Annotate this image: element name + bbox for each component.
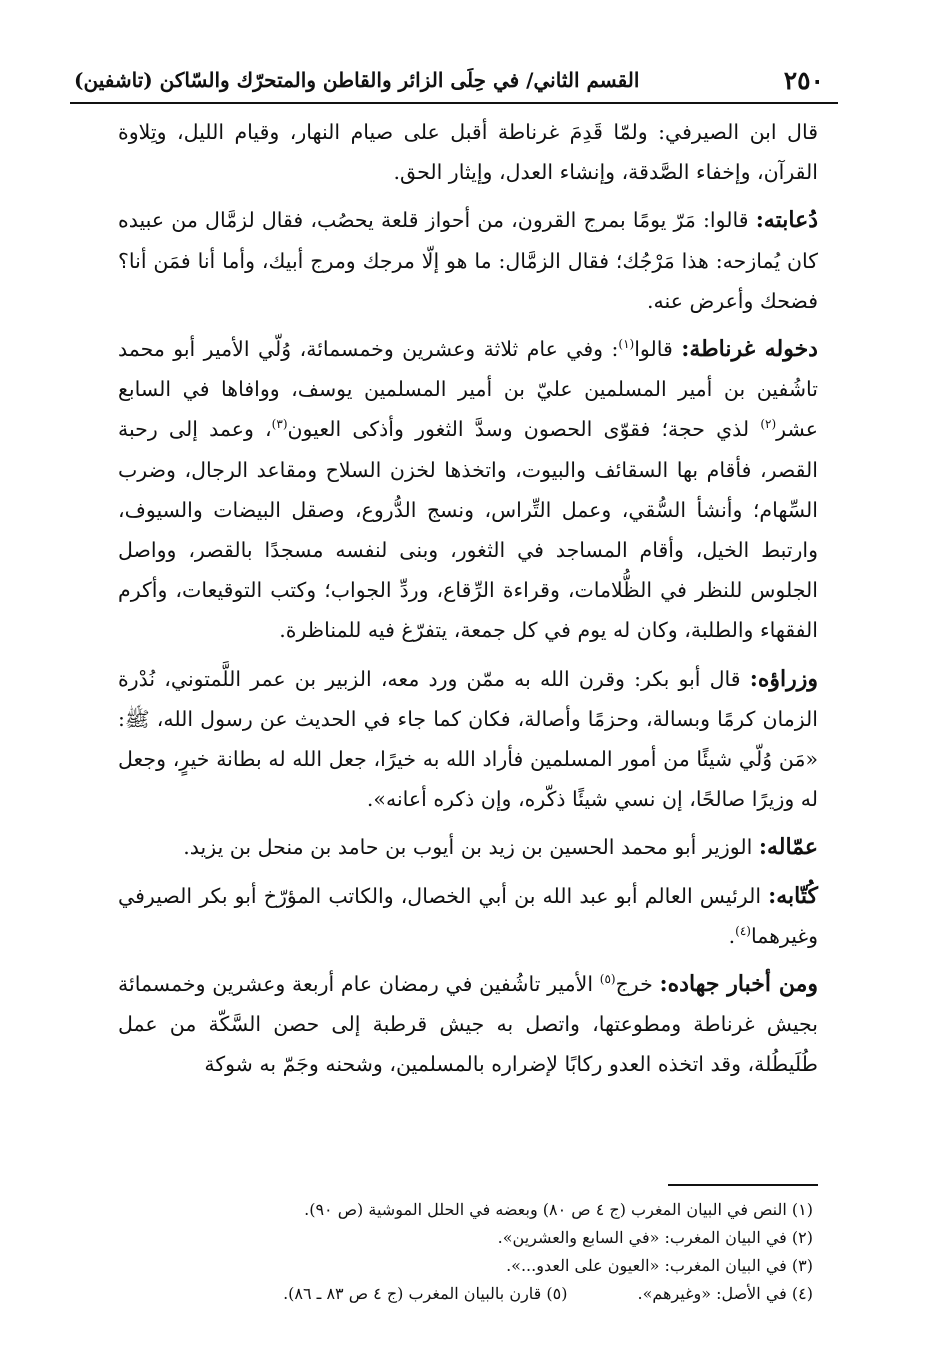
- paragraph-text: قالوا: مَرّ يومًا بمرج القرون، من أحواز قلعة يحصُب، فقال لزمَّال من عبيده كان يُمازحه: هذا مَرْجُك؛ فقال الزمَّال: ما هو إلّا مرجك ومرج أبيك، وأما أنا فمَن أنا؟ فضحك وأعرض عنه.: [118, 208, 818, 313]
- paragraph-text: قال ابن الصيرفي: ولمّا قَدِمَ غرناطة أقبل على صيام النهار، وقيام الليل، وتِلاوة القرآن، وإخفاء الصَّدقة، وإنشاء العدل، وإيثار الحق.: [118, 120, 818, 185]
- paragraph-text: الأمير تاشُفين في رمضان عام أربعة وعشرين وخمسمائة بجيش غرناطة ومطوعتها، واتصل به جيش قرطبة إلى حصن السَّكّة من عمل طُلَيطُلة، وقد اتخذه العدو ركابًا لإضراره بالمسلمين، وشحنه وجَمّ به شوكة: [118, 972, 818, 1077]
- paragraph-text: خرج: [615, 972, 660, 997]
- running-title: القسم الثاني/ في حِلَى الزائر والقاطن والمتحرّك والسّاكن (تاشفين): [74, 68, 640, 92]
- paragraph-scribes: [118, 876, 818, 956]
- paragraph-intro: [118, 112, 818, 192]
- footnote: [125, 1252, 813, 1280]
- footnote-ref[interactable]: (٤): [735, 924, 751, 939]
- paragraph-entry-granada: [118, 329, 818, 651]
- paragraph-text: .: [728, 923, 736, 948]
- footnote: [125, 1224, 813, 1252]
- paragraph-officials: [118, 827, 818, 867]
- footnote-ref[interactable]: (٣): [271, 417, 288, 432]
- main-text: [118, 112, 818, 1093]
- footnote-text: (١) النص في البيان المغرب (ج ٤ ص ٨٠) وبعضه في الحلل الموشية (ص ٩٠).: [304, 1200, 813, 1219]
- section-heading: عمّاله:: [758, 834, 818, 861]
- footnote-ref[interactable]: (١): [618, 337, 635, 352]
- footnote: [125, 1196, 813, 1224]
- footnote-text: (٥) قارن بالبيان المغرب (ج ٤ ص ٨٣ ـ ٨٦).: [283, 1284, 568, 1303]
- paragraph-text: قالوا: [634, 337, 682, 362]
- paragraph-humor: [118, 200, 818, 321]
- paragraph-text: ، وعمد إلى رحبة القصر، فأقام بها السقائف والبيوت، واتخذها لخزن السلاح ومقاعد الرجال، وضرب السِّهام؛ وأنشأ السُّقي، وعمل التِّراس، ونسج الدُّروع، وصقل البيضات والسيوف، وارتبط الخيل، وأقام المساجد في الثغور، وبنى لنفسه مسجدًا بالقصر، وواصل الجلوس للنظر في الظُّلامات، وقراءة الرِّقاع، وردِّ الجواب؛ وكتب التوقيعات، وأكرم الفقهاء والطلبة، وكان له يوم في كل جمعة، يتفرّغ فيه للمناظرة.: [118, 417, 818, 643]
- footnote-divider: [668, 1184, 818, 1186]
- footnotes: [125, 1196, 813, 1308]
- paragraph-ministers: [118, 659, 818, 820]
- section-heading: كُتّابه:: [768, 882, 818, 909]
- page-number: ٢٥٠: [783, 65, 824, 95]
- footnote-text: (٣) في البيان المغرب: «العيون على العدو...».: [506, 1256, 813, 1275]
- section-heading: دخوله غرناطة:: [681, 336, 818, 363]
- paragraph-jihad: [118, 964, 818, 1085]
- paragraph-text: الرئيس العالم أبو عبد الله بن أبي الخصال، والكاتب المؤرّخ أبو بكر الصيرفي وغيرهما: [118, 883, 818, 948]
- paragraph-text: قال أبو بكر: وقرن الله به ممّن ورد معه، الزبير بن عمر اللَّمتوني، نُدْرة الزمان كرمًا وبسالة، وحزمًا وأصالة، فكان كما جاء في الحديث عن رسول الله، ﷺ: «مَن وُلّي شيئًا من أمور المسلمين فأراد الله به خيرًا، جعل الله له بطانة خيرٍ، وجعل له وزيرًا صالحًا، إن نسي شيئًا ذكّره، وإن ذكره أعانه».: [118, 666, 818, 812]
- paragraph-text: الوزير أبو محمد الحسين بن زيد بن أيوب بن حامد بن منحل بن يزيد.: [183, 835, 759, 860]
- paragraph-text: لذي حجة؛ فقوّى الحصون وسدَّ الثغور وأذكى العيون: [287, 417, 761, 442]
- footnote-text: (٤) في الأصل: «وغيرهم».: [637, 1284, 813, 1303]
- running-header: [70, 58, 838, 104]
- footnote-ref[interactable]: (٢): [760, 417, 777, 432]
- footnote-text: (٢) في البيان المغرب: «في السابع والعشرين».: [497, 1228, 813, 1247]
- footnote-ref[interactable]: (٥): [599, 972, 616, 987]
- footnote: [125, 1280, 813, 1308]
- paragraph-text: : وفي عام ثلاثة وعشرين وخمسمائة، وُلّي الأمير أبو محمد تاشُفين بن أمير المسلمين عليّ بن أمير المسلمين يوسف، ووافاها في السابع عشر: [118, 337, 819, 442]
- section-heading: ومن أخبار جهاده:: [659, 971, 818, 998]
- section-heading: وزراؤه:: [749, 665, 818, 692]
- section-heading: دُعابته:: [755, 207, 818, 234]
